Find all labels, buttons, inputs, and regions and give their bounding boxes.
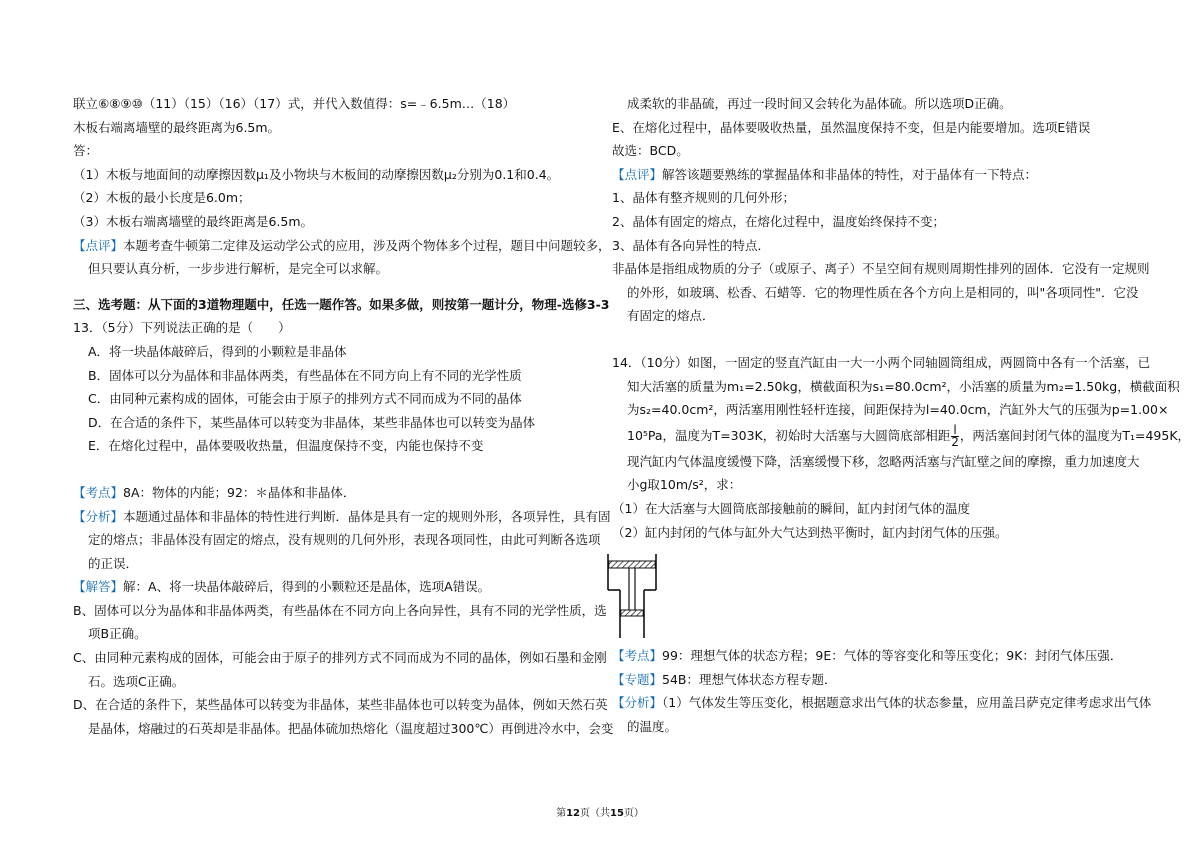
solution-line: 项B正确。	[88, 626, 147, 642]
sub-question-1: （1）在大活塞与大圆筒底部接触前的瞬间，缸内封闭气体的温度	[612, 500, 970, 516]
footer-suffix: 页）	[623, 808, 644, 819]
text-line: 的外形，如玻璃、松香、石蜡等．它的物理性质在各个方向上是相同的，叫"各项同性"．它没	[627, 284, 1139, 300]
analysis-tag: 【分析】	[612, 695, 663, 711]
question-14-line	[612, 422, 1191, 450]
topic-tag: 【专题】	[612, 671, 663, 687]
sub-question-2: （2）缸内封闭的气体与缸外大气达到热平衡时，缸内封闭气体的压强。	[612, 524, 1008, 540]
cylinder-figure	[602, 548, 682, 644]
solution-line: B、固体可以分为晶体和非晶体两类，有些晶体在不同方向上各向异性，具有不同的光学性质，选	[73, 602, 607, 618]
question-14-line: 小g取10m/s²，求：	[627, 477, 742, 493]
question-13: 13．（5分）下列说法正确的是（ ）	[73, 320, 291, 336]
comment-line	[612, 163, 1132, 187]
comment-tag: 【点评】	[612, 166, 663, 182]
question-14-line: 现汽缸内气体温度缓慢下降，活塞缓慢下移，忽略两活塞与汽缸壁之间的摩擦，重力加速度大	[627, 453, 1140, 469]
kaodian-tag: 【考点】	[73, 484, 124, 500]
solution-line: C、由同种元素构成的固体，可能会由于原子的排列方式不同而成为不同的晶体，例如石墨和金刚	[73, 650, 607, 666]
analysis-line: 的温度。	[627, 718, 678, 734]
analysis-line	[73, 505, 611, 529]
analysis-text: （1）气体发生等压变化，根据题意求出气体的状态参量，应用盖吕萨克定律考虑求出气体	[662, 695, 1152, 711]
solution-text: 解：A、将一块晶体敲碎后，得到的小颗粒还是晶体，选项A错误。	[123, 579, 491, 595]
text-line: 联立⑥⑧⑨⑩（11）（15）（16）（17）式，并代入数值得：s=﹣6.5m…（18）	[73, 96, 516, 111]
analysis-text: 本题通过晶体和非晶体的特性进行判断．晶体是具有一定的规则外形，各项异性，具有固	[123, 508, 611, 524]
analysis-line	[612, 691, 1152, 715]
text-line: 非晶体是指组成物质的分子（或原子、离子）不呈空间有规则周期性排列的固体．它没有一定规则	[612, 261, 1150, 277]
kaodian-tag: 【考点】	[612, 648, 663, 664]
kaodian-text: 99：理想气体的状态方程；9E：气体的等容变化和等压变化；9K：封闭气体压强．	[662, 648, 1123, 664]
comment-tag: 【点评】	[73, 237, 124, 253]
comment-text: 本题考查牛顿第二定律及运动学公式的应用，涉及两个物体多个过程，题目中问题较多，	[123, 237, 611, 253]
question-14-line: 知大活塞的质量为m₁=2.50kg，横截面积为s₁=80.0cm²，小活塞的质量为m₂=1.50kg，横截面积	[627, 378, 1180, 394]
large-piston	[609, 561, 655, 568]
page-number: 12	[566, 808, 580, 819]
fraction	[951, 422, 959, 449]
text-line: 木板右端离墙壁的最终距离为6.5m。	[73, 119, 281, 135]
section-heading: 三、选考题：从下面的3道物理题中，任选一题作答。如果多做，则按第一题计分，物理-选修3-3	[73, 296, 610, 312]
small-piston	[621, 610, 643, 616]
left-column	[73, 92, 614, 740]
text-line: 答：	[73, 143, 99, 159]
footer-prefix: 第	[556, 808, 567, 819]
cylinder-diagram	[612, 548, 1132, 644]
solution-line	[73, 575, 593, 599]
question-14-text: 10⁵Pa，温度为T=303K，初始时大活塞与大圆筒底部相距	[627, 427, 951, 443]
option-d: D．在合适的条件下，某些晶体可以转变为非晶体，某些非晶体也可以转变为晶体	[88, 414, 536, 430]
question-14: 14．（10分）如图，一固定的竖直汽缸由一大一小两个同轴圆筒组成，两圆筒中各有一个活塞，已	[612, 354, 1151, 370]
solution-line: 是晶体，熔融过的石英却是非晶体。把晶体硫加热熔化（温度超过300℃）再倒进冷水中，会变	[88, 720, 614, 736]
footer-mid: 页（共	[580, 808, 610, 819]
kaodian-line	[73, 481, 593, 505]
kaodian-line	[612, 644, 1132, 668]
solution-tag: 【解答】	[73, 579, 124, 595]
solution-line: D、在合适的条件下，某些晶体可以转变为非晶体，某些非晶体也可以转变为晶体，例如天然石英	[73, 697, 608, 713]
kaodian-text: 8A：物体的内能；92：＊晶体和非晶体．	[123, 484, 356, 500]
comment-line: 但只要认真分析，一步步进行解析，是完全可以求解。	[88, 261, 389, 277]
analysis-line: 定的熔点；非晶体没有固定的熔点，没有规则的几何外形，表现各项同性，由此可判断各选项	[88, 532, 601, 548]
topic-line	[612, 668, 1132, 692]
point-item: 1、晶体有整齐规则的几何外形；	[612, 190, 795, 206]
text-line: （1）木板与地面间的动摩擦因数μ₁及小物块与木板间的动摩擦因数μ₂分别为0.1和0.4。	[73, 166, 560, 182]
text-line: 有固定的熔点．	[627, 308, 715, 324]
fraction-numerator: l	[951, 425, 959, 437]
analysis-tag: 【分析】	[73, 508, 124, 524]
text-line: 故选：BCD。	[612, 143, 689, 159]
comment-text: 解答该题要熟练的掌握晶体和非晶体的特性，对于晶体有一下特点：	[662, 166, 1038, 182]
topic-text: 54B：理想气体状态方程专题．	[662, 671, 837, 687]
point-item: 2、晶体有固定的熔点，在熔化过程中，温度始终保持不变；	[612, 213, 945, 229]
page-footer	[0, 804, 1200, 819]
option-a: A．将一块晶体敲碎后，得到的小颗粒是非晶体	[88, 343, 347, 359]
right-column	[612, 92, 1191, 738]
fraction-denominator: 2	[951, 434, 959, 449]
text-line: E、在熔化过程中，晶体要吸收热量，虽然温度保持不变，但是内能要增加。选项E错误	[612, 119, 1091, 135]
option-b: B．固体可以分为晶体和非晶体两类，有些晶体在不同方向上有不同的光学性质	[88, 367, 522, 383]
option-e: E．在熔化过程中，晶体要吸收热量，但温度保持不变，内能也保持不变	[88, 438, 484, 454]
question-14-line: 为s₂=40.0cm²，两活塞用刚性轻杆连接，间距保持为l=40.0cm，汽缸外大气的压强为p=1.00×	[627, 402, 1169, 418]
comment-line	[73, 234, 611, 258]
option-c: C．由同种元素构成的固体，可能会由于原子的排列方式不同而成为不同的晶体	[88, 391, 522, 407]
text-line: 成柔软的非晶硫，再过一段时间又会转化为晶体硫。所以选项D正确。	[627, 96, 1012, 111]
text-line: （3）木板右端离墙壁的最终距离是6.5m。	[73, 213, 314, 229]
solution-line: 石。选项C正确。	[88, 673, 185, 689]
point-item: 3、晶体有各向异性的特点．	[612, 237, 770, 253]
page-total: 15	[610, 808, 624, 819]
question-14-text: ，两活塞间封闭气体的温度为T₁=495K，	[959, 427, 1191, 443]
text-line: （2）木板的最小长度是6.0m；	[73, 190, 251, 206]
analysis-line: 的正误．	[88, 555, 139, 571]
